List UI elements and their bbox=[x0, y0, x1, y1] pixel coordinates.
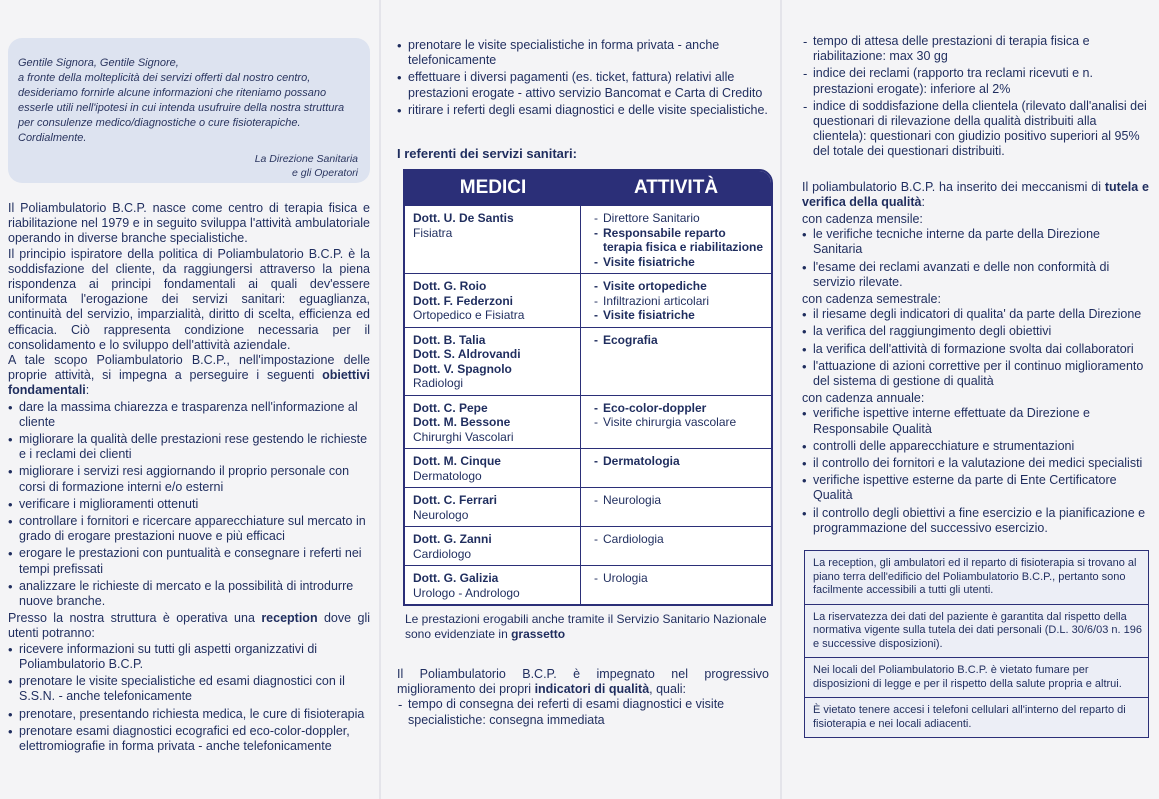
medici-cell bbox=[405, 328, 581, 395]
list-item: • ricevere informazioni su tutti gli aspetti organizzativi di Poliambulatorio B.C.P. bbox=[8, 642, 370, 672]
doctor-name: Dott. M. Cinque bbox=[413, 454, 501, 469]
list-item: • dare la massima chiarezza e trasparenza nell'informazione al cliente bbox=[8, 400, 370, 430]
medici-cell bbox=[405, 206, 581, 273]
table-row bbox=[405, 526, 771, 565]
info-box-item: La riservatezza dei dati del paziente è garantita dal rispetto della normativa vigente sulla tutela dei dati personali (D.L. 30/6/03 n. 196 e successive disposizioni). bbox=[805, 604, 1148, 658]
activity-item: - Infiltrazioni articolari bbox=[603, 294, 767, 309]
attivita-cell bbox=[581, 488, 771, 526]
activity-item: - Visite chirurgia vascolare bbox=[603, 415, 767, 430]
attivita-cell bbox=[581, 206, 771, 273]
doctor-specialty: Radiologi bbox=[413, 376, 464, 391]
reception-paragraph: Presso la nostra struttura è operativa una reception dove gli utenti potranno: bbox=[8, 611, 371, 641]
doctor-name: Dott. G. Galizia bbox=[413, 571, 499, 586]
activity-item: - Dermatologia bbox=[603, 454, 767, 469]
activity-item: - Visite fisiatriche bbox=[603, 255, 767, 270]
list-item: - indice dei reclami (rapporto tra reclami ricevuti e n. prestazioni erogate): inferiore al 2% bbox=[802, 66, 1149, 96]
list-item: • il controllo dei fornitori e la valutazione dei medici specialisti bbox=[802, 456, 1149, 471]
medici-cell bbox=[405, 274, 581, 327]
table-header bbox=[405, 171, 771, 205]
doctors-table bbox=[403, 169, 773, 606]
list-item: • verifiche ispettive interne effettuate da Direzione e Responsabile Qualità bbox=[802, 406, 1149, 436]
table-row bbox=[405, 395, 771, 449]
semester-label: con cadenza semestrale: bbox=[802, 292, 941, 307]
doctor-specialty: Neurologo bbox=[413, 507, 469, 522]
list-item: • la verifica del raggiungimento degli obiettivi bbox=[802, 324, 1149, 339]
intro-paragraph-3: A tale scopo Poliambulatorio B.C.P., nell'impostazione delle proprie attività, si impegna a perseguire i seguenti obiettivi fondamentali: bbox=[8, 353, 370, 398]
activity-item: - Direttore Sanitario bbox=[603, 211, 767, 226]
quality-list-continued bbox=[802, 34, 1149, 160]
list-item: • erogare le prestazioni con puntualità e consegnare i referti nei tempi prefissati bbox=[8, 546, 370, 576]
greeting-box bbox=[8, 38, 370, 183]
doctor-specialty: Urologo - Andrologo bbox=[413, 585, 520, 600]
list-item: • effettuare i diversi pagamenti (es. ticket, fattura) relativi alle prestazioni erogate - attivo servizio Bancomat e Carta di Credito bbox=[397, 70, 769, 100]
intro-paragraph-1: Il Poliambulatorio B.C.P. nasce come centro di terapia fisica e riabilitazione nel 1979 e in seguito sviluppa l'attività ambulatoriale operando in diverse branche specialistiche. bbox=[8, 201, 370, 246]
attivita-cell bbox=[581, 274, 771, 327]
list-item: • migliorare la qualità delle prestazioni rese gestendo le richieste e i reclami dei clienti bbox=[8, 432, 370, 462]
attivita-cell bbox=[581, 449, 771, 487]
table-row bbox=[405, 327, 771, 395]
list-item: • analizzare le richieste di mercato e la possibilità di introdurre nuove branche. bbox=[8, 579, 370, 609]
list-item: • prenotare le visite specialistiche in forma privata - anche telefonicamente bbox=[397, 38, 769, 68]
doctor-name: Dott. M. Bessone bbox=[413, 415, 511, 430]
reception-list-continued bbox=[397, 38, 769, 118]
monthly-list bbox=[802, 227, 1149, 290]
activity-item: - Responsabile reparto terapia fisica e riabilitazione bbox=[603, 226, 767, 255]
doctor-name: Dott. S. Aldrovandi bbox=[413, 347, 521, 362]
greeting-salutation: Gentile Signora, Gentile Signore, bbox=[18, 57, 179, 69]
panel-left bbox=[0, 0, 376, 799]
doctor-name: Dott. B. Talia bbox=[413, 332, 486, 347]
medici-cell bbox=[405, 396, 581, 449]
doctor-name: Dott. V. Spagnolo bbox=[413, 361, 512, 376]
ssn-note: Le prestazioni erogabili anche tramite il Servizio Sanitario Nazionale sono evidenziate in grassetto bbox=[405, 612, 767, 641]
fold-line-2 bbox=[780, 0, 782, 799]
table-row bbox=[405, 565, 771, 604]
greeting-body: a fronte della molteplicità dei servizi offerti dal nostro centro, desideriamo fornirle alcune informazioni che riteniamo possano esserle utili nell'ipotesi in cui intenda usufruire della nostra struttura per consulenze medico/diagnostiche o cure fisioterapiche. bbox=[18, 72, 345, 129]
signature-line-2: e gli Operatori bbox=[292, 167, 358, 179]
list-item: - indice di soddisfazione della clientela (rilevato dall'analisi dei questionari di rilevazione della qualità distribuiti alla clientela): questionari con giudizio positivo superiori al 95% del totale dei questionari distribuiti. bbox=[802, 99, 1149, 160]
medici-cell bbox=[405, 566, 581, 604]
info-box-item: La reception, gli ambulatori ed il reparto di fisioterapia si trovano al piano terra dell'edificio del Poliambulatorio B.C.P., pertanto sono facilmente accessibili a tutti gli utenti. bbox=[813, 557, 1137, 597]
list-item: • verificare i miglioramenti ottenuti bbox=[8, 497, 370, 512]
doctor-specialty: Fisiatra bbox=[413, 225, 453, 240]
attivita-cell bbox=[581, 527, 771, 565]
doctor-specialty: Chirurghi Vascolari bbox=[413, 429, 514, 444]
list-item: • le verifiche tecniche interne da parte della Direzione Sanitaria bbox=[802, 227, 1149, 257]
doctor-name: Dott. G. Zanni bbox=[413, 532, 492, 547]
panel-right bbox=[788, 0, 1159, 799]
list-item: • prenotare esami diagnostici ecografici ed eco-color-doppler, elettromiografie in forma privata - anche telefonicamente bbox=[8, 724, 370, 754]
medici-cell bbox=[405, 527, 581, 565]
activity-item: - Visite ortopediche bbox=[603, 279, 767, 294]
attivita-cell bbox=[581, 566, 771, 604]
tutela-paragraph: Il poliambulatorio B.C.P. ha inserito dei meccanismi di tutela e verifica della qualità: bbox=[802, 179, 1149, 209]
semester-list bbox=[802, 307, 1149, 389]
panel-middle bbox=[385, 0, 775, 799]
table-row bbox=[405, 205, 771, 273]
objectives-list bbox=[8, 400, 370, 610]
doctor-name: Dott. C. Pepe bbox=[413, 400, 488, 415]
doctor-name: Dott. U. De Santis bbox=[413, 211, 514, 226]
monthly-label: con cadenza mensile: bbox=[802, 212, 923, 227]
medici-cell bbox=[405, 449, 581, 487]
table-row bbox=[405, 448, 771, 487]
signature-line-1: La Direzione Sanitaria bbox=[254, 153, 358, 165]
doctor-name: Dott. G. Roio bbox=[413, 279, 487, 294]
activity-item: - Cardiologia bbox=[603, 532, 767, 547]
annual-list bbox=[802, 406, 1149, 536]
quality-list bbox=[397, 697, 769, 727]
list-item: • l'esame dei reclami avanzati e delle non conformità di servizio rilevate. bbox=[802, 260, 1149, 290]
doctor-specialty: Cardiologo bbox=[413, 546, 472, 561]
list-item: • ritirare i referti degli esami diagnostici e delle visite specialistiche. bbox=[397, 103, 769, 118]
list-item: - tempo di attesa delle prestazioni di terapia fisica e riabilitazione: max 30 gg bbox=[802, 34, 1149, 64]
header-attivita: ATTIVITÀ bbox=[633, 177, 719, 199]
info-box-item: Nei locali del Poliambulatorio B.C.P. è vietato fumare per disposizioni di legge e per il rispetto della salute propria e altrui. bbox=[805, 657, 1148, 697]
table-row bbox=[405, 487, 771, 526]
greeting-signature bbox=[18, 152, 358, 180]
info-box-item: È vietato tenere accesi i telefoni cellulari all'interno del reparto di fisioterapia e nei locali adiacenti. bbox=[805, 697, 1148, 737]
attivita-cell bbox=[581, 396, 771, 449]
table-row bbox=[405, 273, 771, 327]
intro-paragraph-2: Il principio ispiratore della politica di Poliambulatorio B.C.P. è la soddisfazione del cliente, da raggiungersi attraverso la piena rispondenza ai principi fondamentali ai quali dev'essere uniformata l'erogazione dei servizi sanitari: eguaglianza, continuità del servizio, imparzialità, diritto di scelta, efficienza ed efficacia. Ciò rappresenta condizione necessaria per il consolidamento e lo sviluppo dell'attività aziendale. bbox=[8, 246, 370, 352]
list-item: • l'attuazione di azioni correttive per il continuo miglioramento del sistema di gestione di qualità bbox=[802, 359, 1149, 389]
doctor-name: Dott. F. Federzoni bbox=[413, 293, 513, 308]
list-item: • la verifica dell'attività di formazione svolta dai collaboratori bbox=[802, 342, 1149, 357]
list-item: • prenotare le visite specialistiche ed esami diagnostici con il S.S.N. - anche telefonicamente bbox=[8, 674, 370, 704]
list-item: • il riesame degli indicatori di qualita' da parte della Direzione bbox=[802, 307, 1149, 322]
annual-label: con cadenza annuale: bbox=[802, 391, 925, 406]
list-item: • il controllo degli obiettivi a fine esercizio e la pianificazione e programmazione del successivo esercizio. bbox=[802, 506, 1149, 536]
list-item: • migliorare i servizi resi aggiornando il proprio personale con corsi di formazione interni e/o esterni bbox=[8, 464, 370, 494]
list-item: • verifiche ispettive esterne da parte di Ente Certificatore Qualità bbox=[802, 473, 1149, 503]
list-item: • controlli delle apparecchiature e strumentazioni bbox=[802, 439, 1149, 454]
referents-heading: I referenti dei servizi sanitari: bbox=[397, 146, 577, 162]
info-box bbox=[804, 550, 1149, 738]
doctor-specialty: Ortopedico e Fisiatra bbox=[413, 308, 525, 323]
attivita-cell bbox=[581, 328, 771, 395]
activity-item: - Visite fisiatriche bbox=[603, 308, 767, 323]
list-item: • prenotare, presentando richiesta medica, le cure di fisioterapia bbox=[8, 707, 370, 722]
activity-item: - Urologia bbox=[603, 571, 767, 586]
header-medici: MEDICI bbox=[459, 177, 527, 199]
list-item: • controllare i fornitori e ricercare apparecchiature sul mercato in grado di erogare prestazioni nuove e più efficaci bbox=[8, 514, 370, 544]
activity-item: - Ecografia bbox=[603, 333, 767, 348]
medici-cell bbox=[405, 488, 581, 526]
doctor-name: Dott. C. Ferrari bbox=[413, 493, 498, 508]
quality-paragraph: Il Poliambulatorio B.C.P. è impegnato nel progressivo miglioramento dei propri indicatori di qualità, quali: bbox=[397, 667, 769, 697]
activity-item: - Neurologia bbox=[603, 493, 767, 508]
list-item: - tempo di consegna dei referti di esami diagnostici e visite specialistiche: consegna immediata bbox=[397, 697, 769, 727]
reception-list bbox=[8, 642, 370, 754]
fold-line-1 bbox=[379, 0, 381, 799]
greeting-closing: Cordialmente. bbox=[18, 132, 87, 144]
doctor-specialty: Dermatologo bbox=[413, 468, 482, 483]
activity-item: - Eco-color-doppler bbox=[603, 401, 767, 416]
